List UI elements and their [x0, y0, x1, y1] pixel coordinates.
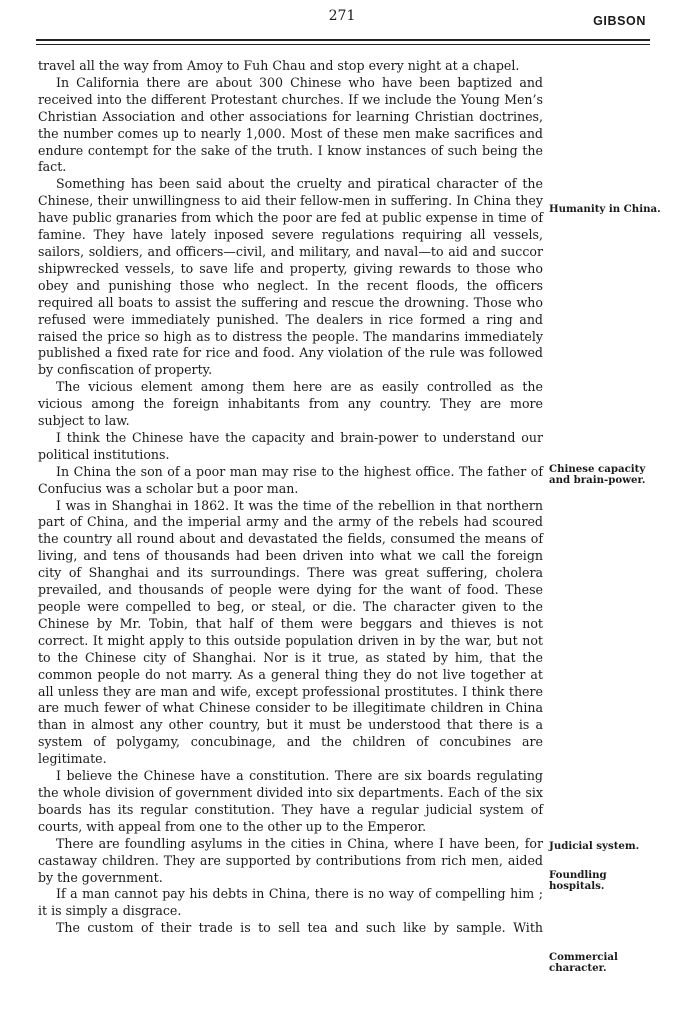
side-note-capacity: Chinese capacity and brain-power. — [549, 463, 646, 486]
paragraph-foundling: There are foundling asylums in the cities in China, where I have been, for castaway children. They are supported by contributions from rich men, aided by the government. — [38, 835, 543, 885]
side-note-humanity: Humanity in China. — [549, 203, 661, 215]
paragraph-trade: The custom of their trade is to sell tea and such like by sample. With — [56, 920, 543, 936]
body-text — [38, 58, 543, 937]
paragraph-continuation: travel all the way from Amoy to Fuh Chau and stop every night at a chapel. — [38, 58, 520, 73]
paragraph-humanity: Something has been said about the cruelty and piratical character of the Chinese, their unwillingness to aid their fellow-men in suffering. In China they have public granaries from which the poor are fed at public expense in time of famine. They have lately inposed severe regulations requiring all vessels, sailors, soldiers, and officers—civil, and military, and naval—to aid and succor shipwrecked vessels, to save life and property, giving rewards to those who obey and punishing those who neglect. In the recent floods, the officers required all boats to assist the suffering and rescue the drowning. Those who refused were immediately punished. The dealers in rice formed a ring and raised the price so high as to distress the people. The mandarins immediately published a fixed rate for rice and food. Any violation of the rule was followed by confiscation of property. — [38, 176, 543, 378]
paragraph-shanghai: I was in Shanghai in 1862. It was the time of the rebellion in that northern part of China, and the imperial army and the army of the rebels had scoured the country all round about and devastated the fields, consumed the means of living, and tens of thousands had been driven into what we call the foreign city of Shanghai and its surroundings. There was great suffering, cholera prevailed, and thousands of people were dying for the want of food. These people were compelled to beg, or steal, or die. The character given to the Chinese by Mr. Tobin, that half of them were beggars and thieves is not correct. It might apply to this outside population driven in by the war, but not to the Chinese city of Shanghai. Nor is it true, as stated by him, that the common people do not marry. As a general thing they do not live together at all unless they are man and wife, except professional prostitutes. I think there are much fewer of what Chinese consider to be illegitimate children in China than in almost any other country, but it must be understood that there is a system of polygamy, concubinage, and the children of concubines are legitimate. — [38, 497, 543, 767]
page-number: 271 — [328, 8, 356, 24]
header-rule-thin — [36, 44, 650, 45]
side-note-foundling: Foundling hospitals. — [549, 869, 607, 892]
paragraph-capacity: I think the Chinese have the capacity and brain-power to understand our political institutions. — [38, 429, 543, 462]
side-note-judicial: Judicial system. — [549, 840, 640, 852]
paragraph-poor-man: In China the son of a poor man may rise to the highest office. The father of Confucius was a scholar but a poor man. — [38, 463, 543, 496]
paragraph-vicious-element: The vicious element among them here are as easily controlled as the vicious among the foreign inhabitants from any country. They are more subject to law. — [38, 379, 543, 429]
paragraph-debts: If a man cannot pay his debts in China, there is no way of compelling him ; it is simply a disgrace. — [38, 886, 543, 919]
paragraph-california: In California there are about 300 Chinese who have been baptized and received into the different Protestant churches. If we include the Young Men’s Christian Association and other associations for learning Christian doctrines, the number comes up to nearly 1,000. Most of these men make sacrifices and endure contempt for the sake of the truth. I know instances of such being the fact. — [38, 74, 543, 175]
side-note-commercial: Commercial character. — [549, 951, 618, 974]
paragraph-constitution: I believe the Chinese have a constitution. There are six boards regulating the whole division of government divided into six departments. Each of the six boards has its regular constitution. They have a regular judicial system of courts, with appeal from one to the other up to the Emperor. — [38, 768, 543, 834]
running-head: GIBSON — [593, 14, 646, 28]
header-rule-thick — [36, 39, 650, 41]
